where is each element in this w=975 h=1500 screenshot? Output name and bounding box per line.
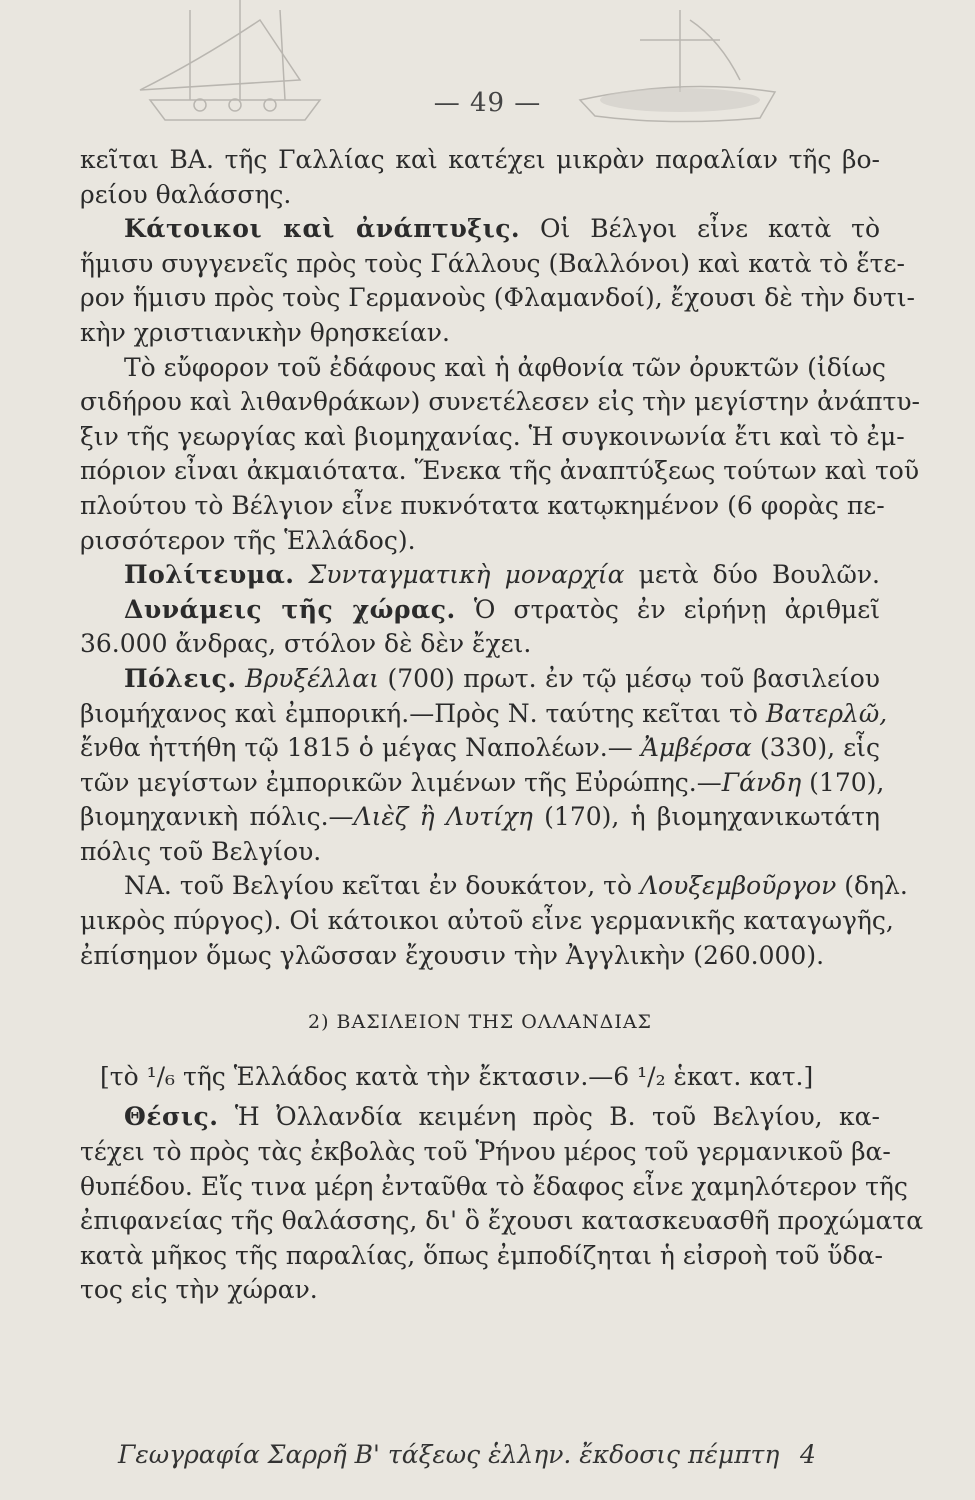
section-heading: Θέσις. <box>124 1102 219 1132</box>
text-segment: 2) ΒΑΣΙΛΕΙΟΝ ΤΗΣ ΟΛΛΑΝΔΙΑΣ <box>308 1011 652 1034</box>
text-segment: ἥμισυ συγγενεῖς πρὸς τοὺς Γάλλους (Βαλλόνοι) καὶ κατὰ τὸ ἕτε- <box>80 248 905 278</box>
text-line <box>80 247 905 282</box>
text-line <box>80 1273 880 1308</box>
section-heading: Κάτοικοι καὶ ἀνάπτυξις. <box>124 214 521 244</box>
text-segment: βιομήχανος καὶ ἐμπορική.—Πρὸς Ν. ταύτης κεῖται τὸ <box>80 698 758 728</box>
text-line <box>80 454 920 489</box>
text-line <box>80 1100 880 1135</box>
italic-place-name: Γάνδη <box>721 767 802 797</box>
text-segment: πόλις τοῦ Βελγίου. <box>80 836 322 866</box>
text-segment: ἔνθα ἡττήθη τῷ 1815 ὁ μέγας Ναπολέων.— <box>80 733 641 763</box>
text-line <box>80 385 921 420</box>
text-segment: Τὸ εὔφορον τοῦ ἐδάφους καὶ ἡ ἀφθονία τῶν ὀρυκτῶν (ἰδίως <box>124 352 886 382</box>
text-line <box>80 351 886 386</box>
text-line <box>80 1170 908 1205</box>
text-segment: ρείου θαλάσσης. <box>80 179 292 209</box>
section-heading: Δυνάμεις τῆς χώρας. <box>124 594 456 624</box>
text-segment: Ὁ στρατὸς ἐν εἰρήνῃ ἀριθμεῖ <box>455 594 881 624</box>
text-segment: μικρὸς πύργος). Οἱ κάτοικοι αὐτοῦ εἶνε γερμανικῆς καταγωγῆς, <box>80 906 894 936</box>
text-line <box>80 1060 880 1095</box>
text-line <box>80 524 880 559</box>
text-line <box>80 731 880 766</box>
text-segment: (330), εἷς <box>751 733 880 763</box>
text-line <box>80 1135 891 1170</box>
text-line <box>80 420 905 455</box>
footer-book-title: Γεωγραφία Σαρρῆ Β' τάξεως ἑλλην. ἔκδοσις πέμπτη <box>118 1440 780 1469</box>
text-line <box>80 800 880 835</box>
italic-place-name: Λιὲζ ἢ Λυτίχη <box>353 802 533 832</box>
text-segment: 36.000 ἄνδρας, στόλον δὲ δὲν ἔχει. <box>80 629 532 659</box>
text-line <box>80 697 888 732</box>
text-segment: τος εἰς τὴν χώραν. <box>80 1275 318 1305</box>
text-segment: (170), ἡ βιομηχανικωτάτη <box>532 802 880 832</box>
text-segment: τέχει τὸ πρὸς τὰς ἐκβολὰς τοῦ Ῥήνου μέρος τοῦ γερμανικοῦ βα- <box>80 1137 891 1167</box>
text-segment: [τὸ ¹/₆ τῆς Ἑλλάδος κατὰ τὴν ἔκτασιν.—6 ¹/₂ ἑκατ. κατ.] <box>100 1061 814 1091</box>
text-segment: (700) πρωτ. ἐν τῷ μέσῳ τοῦ βασιλείου <box>378 663 880 693</box>
text-line <box>80 627 880 662</box>
text-line <box>80 316 880 351</box>
text-segment: Ἡ Ὀλλανδία κειμένη πρὸς Β. τοῦ Βελγίου, κα- <box>218 1102 880 1132</box>
text-segment: βιομηχανικὴ πόλις.— <box>80 802 354 832</box>
body-text <box>80 143 924 1308</box>
text-line <box>80 766 885 801</box>
text-segment: ρον ἥμισυ πρὸς τοὺς Γερμανοὺς (Φλαμανδοί), ἔχουσι δὲ τὴν δυτι- <box>80 283 915 313</box>
text-segment: σιδήρου καὶ λιθανθράκων) συνετέλεσεν εἰς τὴν μεγίστην ἀνάπτυ- <box>80 387 921 417</box>
text-line <box>80 1239 883 1274</box>
footer-sheet-number: 4 <box>800 1440 816 1469</box>
italic-term: Βρυξέλλαι <box>236 663 379 693</box>
italic-place-name: Βατερλῶ, <box>757 698 888 728</box>
text-line <box>80 593 880 628</box>
text-segment: κεῖται ΒΑ. τῆς Γαλλίας καὶ κατέχει μικρὰν παραλίαν τῆς βο- <box>80 145 880 174</box>
italic-place-name: Λουξεμβοῦργον <box>632 871 837 901</box>
text-line <box>80 212 880 247</box>
text-segment: θυπέδου. Εἴς τινα μέρη ἐνταῦθα τὸ ἔδαφος εἶνε χαμηλότερον τῆς <box>80 1171 908 1201</box>
text-segment: (δηλ. <box>836 871 908 901</box>
italic-place-name: Ἀμβέρσα <box>640 733 752 763</box>
text-segment: πλούτου τὸ Βέλγιον εἶνε πυκνότατα κατῳκημένον (6 φορὰς πε- <box>80 490 885 520</box>
text-segment: κὴν χριστιανικὴν θρησκείαν. <box>80 317 450 347</box>
page-number: — 49 — <box>433 88 542 118</box>
text-segment: ξιν τῆς γεωργίας καὶ βιομηχανίας. Ἡ συγκοινωνία ἔτι καὶ τὸ ἐμ- <box>80 421 905 451</box>
text-line <box>80 662 880 697</box>
section-heading: Πολίτευμα. <box>124 560 295 590</box>
text-line <box>80 489 885 524</box>
text-line <box>80 281 915 316</box>
text-segment: ΝΑ. τοῦ Βελγίου κεῖται ἐν δουκάτον, τὸ <box>124 871 633 901</box>
text-segment: κατὰ μῆκος τῆς παραλίας, ὅπως ἐμποδίζηται ἡ εἰσροὴ τοῦ ὕδα- <box>80 1240 883 1270</box>
text-line <box>80 143 880 178</box>
text-segment: Οἱ Βέλγοι εἶνε κατὰ τὸ <box>520 214 881 244</box>
text-line <box>80 1005 880 1040</box>
text-line <box>80 1204 924 1239</box>
text-line <box>80 558 880 593</box>
text-line <box>80 178 880 213</box>
text-segment: τῶν μεγίστων ἐμπορικῶν λιμένων τῆς Εὐρώπης.— <box>80 767 722 797</box>
text-segment: μετὰ δύο Βουλῶν. <box>624 560 880 590</box>
text-segment: ἐπίσημον ὅμως γλῶσσαν ἔχουσιν τὴν Ἀγγλικὴν (260.000). <box>80 940 825 970</box>
text-segment: ἐπιφανείας τῆς θαλάσσης, δι' ὃ ἔχουσι κατασκευασθῆ προχώματα <box>80 1206 924 1236</box>
text-line <box>80 835 880 870</box>
text-line <box>80 939 880 974</box>
text-segment: (170), <box>801 767 885 797</box>
italic-term: Συνταγματικὴ μοναρχία <box>294 560 625 590</box>
text-line <box>80 869 908 904</box>
section-heading: Πόλεις. <box>124 663 237 693</box>
text-line <box>80 904 894 939</box>
text-segment: ρισσότερον τῆς Ἑλλάδος). <box>80 525 416 555</box>
text-segment: πόριον εἶναι ἀκμαιότατα. Ἕνεκα τῆς ἀναπτύξεως τούτων καὶ τοῦ <box>80 456 920 486</box>
